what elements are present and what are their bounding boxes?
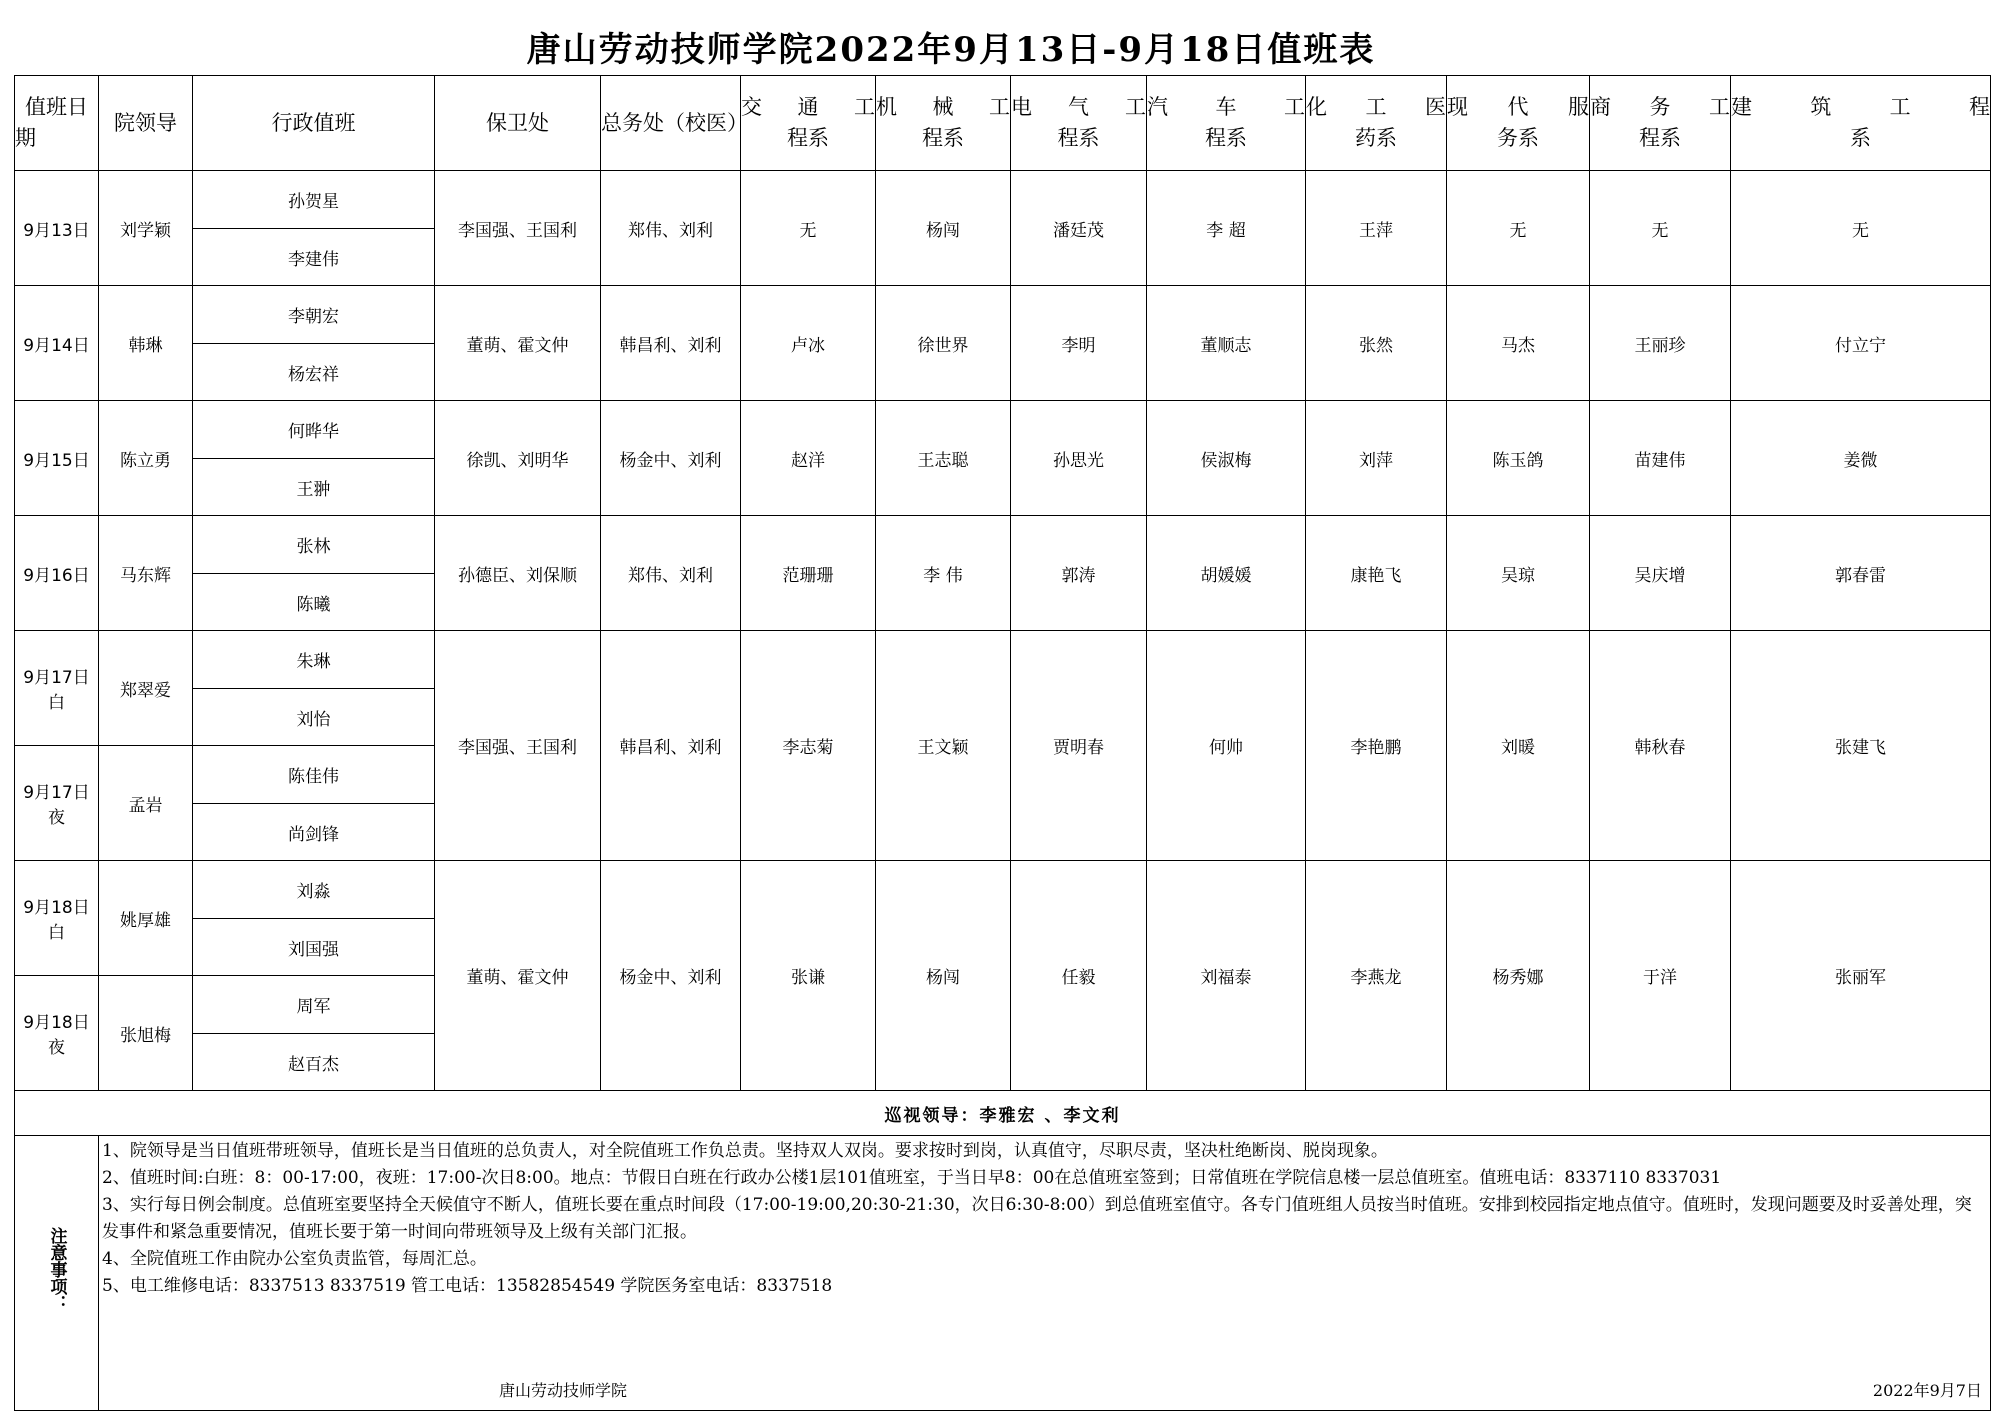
patrol-row	[15, 1091, 1991, 1136]
auto-cell: 李 超	[1147, 171, 1306, 286]
footer-date: 2022年9月7日	[1872, 1381, 1982, 1400]
admin-cell: 赵百杰	[193, 1034, 435, 1091]
elec-cell: 李明	[1011, 286, 1147, 401]
transport-cell: 张谦	[741, 861, 876, 1091]
leader-cell: 刘学颖	[99, 171, 193, 286]
header-row	[15, 76, 1991, 171]
auto-cell: 刘福泰	[1147, 861, 1306, 1091]
notes-row	[15, 1136, 1991, 1411]
auto-cell: 侯淑梅	[1147, 401, 1306, 516]
auto-cell: 董顺志	[1147, 286, 1306, 401]
note-item: 2、值班时间:白班：8：00-17:00，夜班：17:00-次日8:00。地点：节假日白班在行政办公楼1层101值班室，于当日早8：00在总值班室签到；日常值班在学院信息楼一层总值班室。值班电话：8337110 8337031	[102, 1168, 1722, 1188]
leader-cell: 韩琳	[99, 286, 193, 401]
date-cell: 9月17日白	[15, 631, 99, 746]
business-cell: 韩秋春	[1590, 631, 1731, 861]
header-elec: 电气工 程系	[1011, 76, 1147, 171]
chem-cell: 刘萍	[1306, 401, 1447, 516]
arch-cell: 张建飞	[1731, 631, 1991, 861]
business-cell: 苗建伟	[1590, 401, 1731, 516]
date-cell: 9月18日白	[15, 861, 99, 976]
mech-cell: 李 伟	[876, 516, 1011, 631]
header-service: 现代服 务系	[1447, 76, 1590, 171]
admin-cell: 王翀	[193, 459, 435, 516]
chem-cell: 张然	[1306, 286, 1447, 401]
security-cell: 李国强、王国利	[435, 631, 601, 861]
header-admin: 行政值班	[193, 76, 435, 171]
security-cell: 徐凯、刘明华	[435, 401, 601, 516]
elec-cell: 孙思光	[1011, 401, 1147, 516]
elec-cell: 郭涛	[1011, 516, 1147, 631]
note-item: 5、电工维修电话：8337513 8337519 管工电话：13582854549 学院医务室电话：8337518	[102, 1276, 833, 1296]
admin-cell: 孙贺星	[193, 171, 435, 229]
general-cell: 韩昌利、刘利	[601, 286, 741, 401]
header-transport: 交通工 程系	[741, 76, 876, 171]
transport-cell: 赵洋	[741, 401, 876, 516]
general-cell: 韩昌利、刘利	[601, 631, 741, 861]
table-row	[15, 631, 1991, 689]
date-cell: 9月14日	[15, 286, 99, 401]
service-cell: 吴琼	[1447, 516, 1590, 631]
header-business: 商务工 程系	[1590, 76, 1731, 171]
service-cell: 无	[1447, 171, 1590, 286]
service-cell: 杨秀娜	[1447, 861, 1590, 1091]
general-cell: 郑伟、刘利	[601, 171, 741, 286]
arch-cell: 无	[1731, 171, 1991, 286]
mech-cell: 王文颖	[876, 631, 1011, 861]
admin-cell: 陈佳伟	[193, 746, 435, 804]
table-row	[15, 516, 1991, 574]
table-row	[15, 401, 1991, 459]
leader-cell: 张旭梅	[99, 976, 193, 1091]
admin-cell: 周军	[193, 976, 435, 1034]
elec-cell: 潘廷茂	[1011, 171, 1147, 286]
transport-cell: 范珊珊	[741, 516, 876, 631]
admin-cell: 陈曦	[193, 574, 435, 631]
admin-cell: 张林	[193, 516, 435, 574]
admin-cell: 李建伟	[193, 229, 435, 286]
mech-cell: 王志聪	[876, 401, 1011, 516]
elec-cell: 任毅	[1011, 861, 1147, 1091]
note-item: 4、全院值班工作由院办公室负责监管，每周汇总。	[102, 1249, 487, 1269]
transport-cell: 李志菊	[741, 631, 876, 861]
leader-cell: 马东辉	[99, 516, 193, 631]
transport-cell: 无	[741, 171, 876, 286]
footer-org: 唐山劳动技师学院	[499, 1381, 628, 1400]
auto-cell: 胡媛媛	[1147, 516, 1306, 631]
page-title: 唐山劳动技师学院2022年9月13日-9月18日值班表	[526, 30, 1376, 70]
arch-cell: 姜微	[1731, 401, 1991, 516]
business-cell: 吴庆增	[1590, 516, 1731, 631]
general-cell: 杨金中、刘利	[601, 401, 741, 516]
arch-cell: 张丽军	[1731, 861, 1991, 1091]
mech-cell: 徐世界	[876, 286, 1011, 401]
auto-cell: 何帅	[1147, 631, 1306, 861]
date-cell: 9月17日夜	[15, 746, 99, 861]
transport-cell: 卢冰	[741, 286, 876, 401]
patrol-leaders: 巡视领导：李雅宏 、李文利	[15, 1091, 1991, 1136]
header-chem: 化工医 药系	[1306, 76, 1447, 171]
notes-label: 注意事项：	[15, 1136, 99, 1411]
admin-cell: 杨宏祥	[193, 344, 435, 401]
admin-cell: 刘淼	[193, 861, 435, 919]
date-cell: 9月18日夜	[15, 976, 99, 1091]
mech-cell: 杨闯	[876, 861, 1011, 1091]
table-row	[15, 861, 1991, 919]
service-cell: 马杰	[1447, 286, 1590, 401]
header-date: 值班日期	[15, 76, 99, 171]
service-cell: 陈玉鸽	[1447, 401, 1590, 516]
table-row	[15, 171, 1991, 229]
chem-cell: 康艳飞	[1306, 516, 1447, 631]
leader-cell: 郑翠爱	[99, 631, 193, 746]
header-auto: 汽车工 程系	[1147, 76, 1306, 171]
security-cell: 孙德臣、刘保顺	[435, 516, 601, 631]
business-cell: 无	[1590, 171, 1731, 286]
service-cell: 刘暖	[1447, 631, 1590, 861]
date-cell: 9月15日	[15, 401, 99, 516]
duty-table	[14, 75, 1991, 1411]
security-cell: 李国强、王国利	[435, 171, 601, 286]
header-arch: 建筑工程 系	[1731, 76, 1991, 171]
arch-cell: 郭春雷	[1731, 516, 1991, 631]
table-row	[15, 286, 1991, 344]
header-security: 保卫处	[435, 76, 601, 171]
leader-cell: 陈立勇	[99, 401, 193, 516]
note-item: 1、院领导是当日值班带班领导，值班长是当日值班的总负责人，对全院值班工作负总责。坚持双人双岗。要求按时到岗，认真值守，尽职尽责，坚决杜绝断岗、脱岗现象。	[102, 1141, 1388, 1161]
header-leader: 院领导	[99, 76, 193, 171]
notes-body	[99, 1136, 1991, 1411]
leader-cell: 姚厚雄	[99, 861, 193, 976]
business-cell: 王丽珍	[1590, 286, 1731, 401]
admin-cell: 刘怡	[193, 689, 435, 746]
header-general: 总务处（校医）	[601, 76, 741, 171]
admin-cell: 尚剑锋	[193, 804, 435, 861]
admin-cell: 朱琳	[193, 631, 435, 689]
security-cell: 董萌、霍文仲	[435, 286, 601, 401]
arch-cell: 付立宁	[1731, 286, 1991, 401]
admin-cell: 何晔华	[193, 401, 435, 459]
date-cell: 9月16日	[15, 516, 99, 631]
elec-cell: 贾明春	[1011, 631, 1147, 861]
admin-cell: 李朝宏	[193, 286, 435, 344]
note-item: 3、实行每日例会制度。总值班室要坚持全天候值守不断人，值班长要在重点时间段（17:00-19:00,20:30-21:30，次日6:30-8:00）到总值班室值守。各专门值班组人员按当时值班。安排到校园指定地点值守。值班时，发现问题要及时妥善处理，突发事件和紧急重要情况，值班长要于第一时间向带班领导及上级有关部门汇报。	[102, 1195, 1972, 1242]
admin-cell: 刘国强	[193, 919, 435, 976]
leader-cell: 孟岩	[99, 746, 193, 861]
header-mech: 机械工 程系	[876, 76, 1011, 171]
security-cell: 董萌、霍文仲	[435, 861, 601, 1091]
general-cell: 杨金中、刘利	[601, 861, 741, 1091]
chem-cell: 李燕龙	[1306, 861, 1447, 1091]
general-cell: 郑伟、刘利	[601, 516, 741, 631]
date-cell: 9月13日	[15, 171, 99, 286]
chem-cell: 李艳鹏	[1306, 631, 1447, 861]
business-cell: 于洋	[1590, 861, 1731, 1091]
chem-cell: 王萍	[1306, 171, 1447, 286]
mech-cell: 杨闯	[876, 171, 1011, 286]
